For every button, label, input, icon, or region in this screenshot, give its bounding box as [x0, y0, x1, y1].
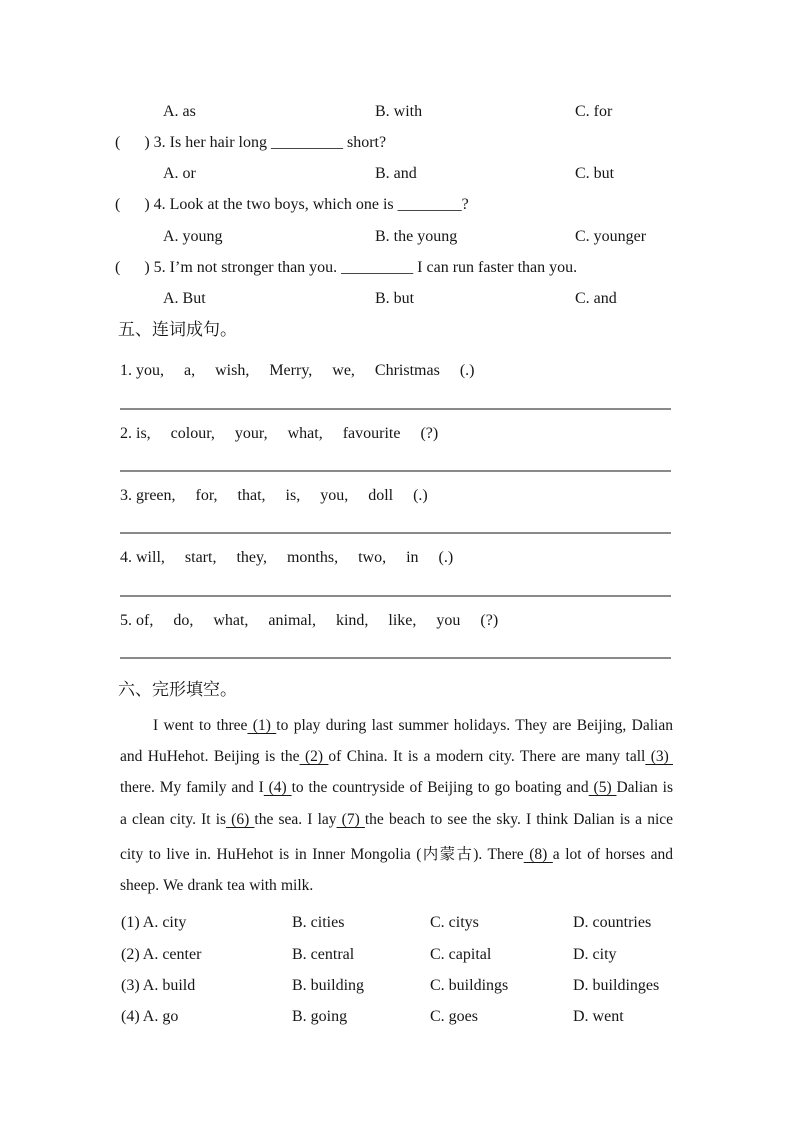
- passage-text: of China. It is a modern city. There are many tall: [328, 748, 646, 765]
- question-row: [0, 256, 793, 280]
- passage-text: Dalian is: [616, 779, 673, 796]
- choice-option: A. young: [163, 228, 223, 245]
- cloze-option: (2) A. center: [121, 946, 202, 963]
- cloze-option: D. buildinges: [573, 977, 660, 994]
- cloze-passage-line: [120, 870, 673, 902]
- cloze-option: D. city: [573, 946, 617, 963]
- question-stem: ( ) 4. Look at the two boys, which one is ________?: [115, 196, 469, 213]
- passage-text: city to live in. HuHehot is in Inner Mongolia (内蒙古). There: [120, 846, 524, 863]
- passage-text: the beach to see the sky. I think Dalian is a nice: [364, 811, 673, 828]
- cloze-option: C. citys: [430, 914, 479, 931]
- choice-row: [0, 162, 793, 186]
- section6-heading: 六、完形填空。: [118, 680, 237, 699]
- choice-option: B. but: [375, 290, 415, 307]
- word-order-item: 2. is, colour, your, what, favourite (?): [120, 425, 439, 442]
- cloze-blank: (5): [588, 779, 617, 796]
- choice-row: [0, 287, 793, 311]
- passage-text: there. My family and I: [120, 779, 264, 796]
- cloze-passage-line: [120, 741, 673, 773]
- cloze-blank: (4): [263, 779, 292, 796]
- question-row: [0, 131, 793, 155]
- cloze-option-row: [0, 974, 793, 998]
- cloze-option: (3) A. build: [121, 977, 196, 994]
- word-order-item: 1. you, a, wish, Merry, we, Christmas (.): [120, 362, 475, 379]
- choice-row: [0, 225, 793, 249]
- choice-option: C. for: [575, 103, 613, 120]
- cloze-blank: (7): [336, 811, 365, 828]
- choice-option: C. younger: [575, 228, 647, 245]
- choice-option: C. but: [575, 165, 615, 182]
- answer-writing-line: [120, 532, 671, 534]
- choice-option: B. with: [375, 103, 423, 120]
- cloze-option-row: [0, 1005, 793, 1029]
- cloze-option: B. building: [292, 977, 365, 994]
- choice-option: B. the young: [375, 228, 458, 245]
- cloze-option: B. cities: [292, 914, 345, 931]
- cloze-option: (1) A. city: [121, 914, 187, 931]
- cloze-passage-line: [120, 772, 673, 804]
- cloze-passage-line: [120, 710, 673, 742]
- question-row: [0, 193, 793, 217]
- passage-text: I went to three: [153, 717, 248, 734]
- cloze-blank: (2): [299, 748, 329, 765]
- cloze-option-row: [0, 943, 793, 967]
- section5-heading: 五、连词成句。: [118, 320, 237, 339]
- cloze-option: B. going: [292, 1008, 348, 1025]
- word-order-item: 4. will, start, they, months, two, in (.): [120, 549, 454, 566]
- choice-option: A. as: [163, 103, 196, 120]
- choice-option: A. or: [163, 165, 196, 182]
- cloze-option: C. buildings: [430, 977, 509, 994]
- choice-option: C. and: [575, 290, 617, 307]
- cloze-option: C. goes: [430, 1008, 478, 1025]
- passage-text: a clean city. It is: [120, 811, 227, 828]
- cloze-blank: (6): [226, 811, 255, 828]
- cloze-blank: (1): [247, 717, 277, 734]
- passage-text: a lot of horses and: [552, 846, 673, 863]
- choice-row: [0, 100, 793, 124]
- passage-text: the sea. I lay: [254, 811, 337, 828]
- cloze-option: (4) A. go: [121, 1008, 179, 1025]
- answer-writing-line: [120, 470, 671, 472]
- word-order-item: 3. green, for, that, is, you, doll (.): [120, 487, 428, 504]
- choice-option: A. But: [163, 290, 206, 307]
- word-order-item: 5. of, do, what, animal, kind, like, you (?): [120, 612, 499, 629]
- answer-writing-line: [120, 595, 671, 597]
- cloze-option: B. central: [292, 946, 355, 963]
- passage-text: to play during last summer holidays. They are Beijing, Dalian: [276, 717, 673, 734]
- cloze-passage-line: [120, 804, 673, 836]
- cloze-option-row: [0, 911, 793, 935]
- question-stem: ( ) 3. Is her hair long _________ short?: [115, 134, 387, 151]
- cloze-option: C. capital: [430, 946, 492, 963]
- cloze-blank: (3): [645, 748, 673, 765]
- cloze-blank: (8): [523, 846, 553, 863]
- answer-writing-line: [120, 408, 671, 410]
- passage-text: sheep. We drank tea with milk.: [120, 877, 314, 894]
- passage-text: and HuHehot. Beijing is the: [120, 748, 300, 765]
- answer-writing-line: [120, 657, 671, 659]
- cloze-passage-line: [120, 839, 673, 871]
- question-stem: ( ) 5. I’m not stronger than you. _________ I can run faster than you.: [115, 259, 578, 276]
- passage-text: to the countryside of Beijing to go boating and: [291, 779, 589, 796]
- cloze-option: D. went: [573, 1008, 624, 1025]
- choice-option: B. and: [375, 165, 417, 182]
- cloze-option: D. countries: [573, 914, 652, 931]
